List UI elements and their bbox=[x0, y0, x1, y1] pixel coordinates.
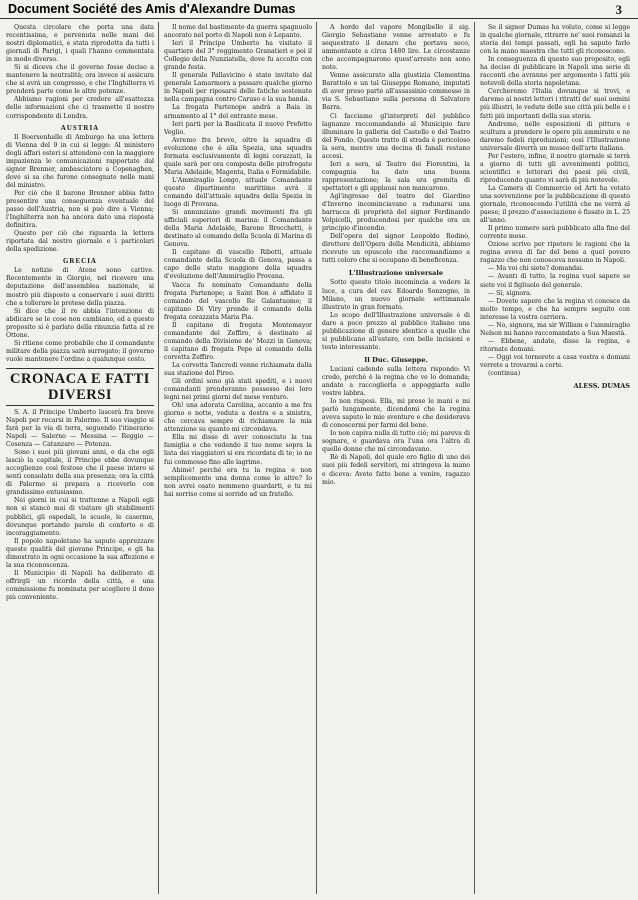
paragraph: Ci facciamo gl'interpreti del pubblico lagnanze raccomandando al Municipio fare illuminare la galleria del Castello e del Teatro del Fondo. Questo tratto di strada è pericoloso la sera, mentre una decina di fanali restano accesi. bbox=[322, 112, 470, 160]
column-rule bbox=[158, 22, 159, 894]
column-rule bbox=[474, 22, 475, 894]
paragraph: Nei giorni in cui si trattenne a Napoli egli non si stancò mai di visitare gli stabilimenti pubblici, gli ospedali, le scuole, le caserme, dovunque portando parole di conforto e di incoraggiamento. bbox=[6, 497, 154, 537]
paragraph: Si ritiene come probabile che il comandante militare della piazza sarà surrogato; il governo vuole mantenere l'ordine a qualunque costo. bbox=[6, 339, 154, 363]
archive-banner: Document Société des Amis d'Alexandre Dumas bbox=[8, 2, 296, 16]
paragraph: La corvetta Tancredi venne richiamata dalla sua stazione del Pireo. bbox=[164, 361, 312, 378]
paragraph: Si dice che il re abbia l'intenzione di abdicare se le cose non cambiano, ed a questo proposito si è parlato della rinunzia fatta al re Ottone. bbox=[6, 307, 154, 339]
paragraph: Agl'ingresso del teatro del Giardino d'Inverno incominciavano a radunarsi una barracca di proprietà del signor Ferdinando Volpicelli, producendosi per qualche ora un principio d'incendio. bbox=[322, 192, 470, 233]
page-header bbox=[0, 0, 638, 19]
paragraph: Il Municipio di Napoli ha deliberato di offrirgli un ricordo della città, e una commissione fu nominata per scegliere il dono più conveniente. bbox=[6, 569, 154, 601]
paragraph: Il popolo napoletano ha saputo apprezzare queste qualità del giovane Principe, e gli ha dimostrato in ogni occasione la sua affezione e la sua riconoscenza. bbox=[6, 537, 154, 569]
continued-note: (continua) bbox=[488, 370, 521, 378]
paragraph: Abbiamo ragioni per credere all'esattezza delle informazioni che ci trasmette il nostro corrispondente di Londra. bbox=[6, 96, 154, 120]
paragraph: Questa circolare che porta una data recentissima, e pervenuta nelle mani dei nostri diplomatici, e stata riprodotta da tutti i giornali di Parigi, i quali l'hanno commentata in modo diverso. bbox=[6, 24, 154, 64]
column-1 bbox=[6, 24, 154, 894]
paragraph: Si annunziano grandi movimenti fra gli ufficiali superiori di marina: il Comandante della Maria Adelaide, Barone Brocchetti, è destinato al comando della Scuola di Marina di Genova. bbox=[164, 209, 312, 249]
paragraph: Per ciò che il barone Brenner abbia fatto presentire una conseguenza eventuale del passo dell'Austria, non si può dire a Vienna; l'Inghilterra non ha ancora dato una risposta definitiva. bbox=[6, 189, 154, 230]
paragraph: Ahimè! perchè era tu la regina e non semplicemente una donna come le altre? Io non avrei osato nemmeno guardarti, e tu mi hai sorriso come si sorride ad un fratello. bbox=[164, 466, 312, 498]
paragraph: Ieri a sera, al Teatro dei Fiorentini, la compagnia ha dato una buona rappresentazione; la sala era gremita di spettatori e gli applausi non mancarono. bbox=[322, 160, 470, 192]
paragraph: Oziose scrivo per ripetere le ragioni che la regina aveva di far del bene a quel povero ragazzo che non conosceva nessuno in Napoli. bbox=[480, 241, 630, 265]
paragraph: Se il signor Dumas ha voluto, come si legge in qualche giornale, ritrarre ne' suoi romanzi la storia dei tempi passati, egli ha saputo farlo con la mano maestra che tutti gli riconoscono. bbox=[480, 24, 630, 56]
paragraph: — Dovete sapere che la regina vi conosce da molto tempo, e che ha sempre seguito con interesse la vostra carriera. bbox=[480, 297, 630, 321]
paragraph: Il primo numero sarà pubblicato alla fine del corrente mese. bbox=[480, 225, 630, 241]
column-4 bbox=[480, 24, 630, 894]
paragraph: Vacca fu nominato Comandante della fregata Partenope; a Saint Bon è affidato il comando del vascello Re Galantuomo; il capitano Di Viry prende il comando della fregata corazzata Maria Pia. bbox=[164, 281, 312, 321]
section-heading-illustrazione: L'Illustrazione universale bbox=[348, 269, 444, 278]
cronaca-heading: CRONACA E FATTI DIVERSI bbox=[6, 368, 154, 406]
paragraph: A bordo del vapore Mongibello il sig. Giorgio Sebastiano venne arrestato e fu sequestrato il denaro che portava seco, ammontante a circa 1480 lire. Le circostanze che accompagnarono quest'arresto non sono note. bbox=[322, 24, 470, 72]
paragraph: — Oggi voi tornerete a casa vostra e domani verrete a trovarmi a corte. bbox=[480, 353, 630, 369]
paragraph: Io non capiva nulla di tutto ciò; mi pareva di sognare, e guardava ora l'una ora l'altra di quelle donne che mi circondavano. bbox=[322, 430, 470, 454]
paragraph: Sotto questo titolo incomincia a vedere la luce, a cura del cav. Edoardo Sonzogno, in Milano, un nuovo giornale settimanale illustrato in gran formato. bbox=[322, 279, 470, 311]
paragraph: Dell'opera del signor Leopoldo Rodinò, direttore dell'Opera della Mendicità, abbiamo ricevuto un opuscolo che raccomandiamo a tutti coloro che si occupano di beneficenza. bbox=[322, 233, 470, 265]
paragraph: Ieri parti per la Basilicata il nuovo Prefetto Veglio. bbox=[164, 120, 312, 136]
section-heading-grecia: GRECIA bbox=[62, 257, 97, 266]
page-number: 3 bbox=[615, 2, 622, 17]
paragraph: Il capitano di fregata Montemayor comandante del Zeffiro, è destinato al comando della Divisione de' Mozzi in Genova; il capitano di fregata Pepe al comando della corvetta Zeffiro. bbox=[164, 321, 312, 361]
paragraph: Ella mi disse di aver conosciuto la tua famiglia e che vedendo il tuo nome sopra la lista dei viaggiatori si era ricordata di te; io ne fui commosso fino alle lagrime. bbox=[164, 434, 312, 466]
paragraph: Il nome del bastimento da guerra spagnuolo ancorato nel porto di Napoli non è Lepanto. bbox=[164, 24, 312, 40]
paragraph: Il Boersenhalle di Amburgo ha una lettera di Vienna del 9 in cui si legge: Al ministero degli affari esteri si attendono con la maggiore impazienza le comunicazioni rapportate dal signor Brenner, ambasciatore a Copenaghen, dove si sa che furono consegnate nelle mani del ministro. bbox=[6, 133, 154, 189]
paragraph: Si si diceva che il governo fosse deciso a mantenere la neutralità; ora invece si assicura che si avrà un congresso, e che l'Inghilterra vi prenderà parte come le altre potenze. bbox=[6, 64, 154, 96]
paragraph: Io non risposi. Ella, mi prese le mani e mi parlò lungamente, dicendomi che la regina aveva saputo le mie sventure e che desiderava di conoscermi per farmi del bene. bbox=[322, 398, 470, 430]
paragraph: La Camera di Commercio ed Arti ha votato una sovvenzione per la pubblicazione di questo giornale, riconoscendo l'utilità che ne verrà al paese; il prezzo d'associazione è fissato in L. 25 all'anno. bbox=[480, 184, 630, 225]
paragraph: L'Ammiraglio Longo, attuale Comandante questo dipartimento marittimo avrà il comando dell'attuale squadra della Spezia in luogo di Provana. bbox=[164, 176, 312, 209]
signature-line: Il Duc. Giuseppe. bbox=[364, 355, 428, 364]
column-2 bbox=[164, 24, 312, 894]
paragraph: Oh! una adorata Carolina, accanto a me fra giorno e notte, veduta a destra e a sinistra, che cercava sempre di richiamare la mia attenzione su quanto mi circondava. bbox=[164, 402, 312, 434]
paragraph: S. A. il Principe Umberto lascerà fra breve Napoli per recarsi in Palermo. Il suo viaggio si farà per la via di terra, seguendo l'itinerario: Napoli — Salerno — Messina — Reggio — Cosenza — Catanzaro — Potenza. bbox=[6, 408, 154, 449]
paragraph: Ieri il Principe Umberto ha visitato il quartiere del 3° reggimento Granatieri e poi il Collegio della Nunziatella, dove fu accolto con grande festa. bbox=[164, 40, 312, 72]
paragraph: Sono i suoi più giovani anni, e da che egli lasciò la capitale, il Principe ebbe dovunque accoglienze così festose che il paese intero si sentì consolato della sua presenza; ora la città di Palermo si prepara a riceverlo con grandissimo entusiasmo. bbox=[6, 449, 154, 497]
paragraph: In conseguenza di questo suo proposito, egli ha deciso di pubblicare in Napoli una serie di racconti che avranno per argomento i fatti più notevoli della storia napoletana. bbox=[480, 56, 630, 88]
paragraph: — Sì, signora. bbox=[488, 289, 532, 297]
author-signature: ALESS. DUMAS bbox=[573, 382, 630, 391]
paragraph: — Ebbene, andate, disse la regina, e ritornate domani. bbox=[480, 337, 630, 353]
paragraph: Lo scopo dell'Illustrazione universale è di dare a poco prezzo al pubblico italiano una pubblicazione di genere identico a quelle che si pubblicano all'estero, con belle incisioni e testo interessante. bbox=[322, 311, 470, 351]
section-heading-austria: AUSTRIA bbox=[60, 123, 100, 132]
paragraph: Le notizie di Atene sono cattive. Recentemente in Giorgio, nel ricevere una deputazione dell'assemblea nazionale, si mostrò più disposto a conservare i suoi diritti che a tollerare le pretese della piazza. bbox=[6, 267, 154, 307]
paragraph: La fregata Partenope andrà a Baia in armamento al 1° del entrante mese. bbox=[164, 104, 312, 120]
paragraph: Avremo fra breve, oltre la squadra di evoluzione che è alla Spezia, una squadra formata esclusivamente di legni corazzati, la quale sarà per ora composta delle pirofregate Maria Adelaide, Magenta, Italia e Formidabile. bbox=[164, 136, 312, 176]
paragraph: Il capitano di vascello Ribotti, attuale comandante della Scuola di Genova, passa a capo dello stato maggiore della squadra d'evoluzione dell'Ammiraglio Provana. bbox=[164, 249, 312, 281]
paragraph: Venne assicurato alla giustizia Clementina Barattolo e un tal Giuseppe Romano, imputati di aver preso parte all'assassinio commesso in via S. Sebastiano sulla persona di Salvatore Barra. bbox=[322, 72, 470, 112]
paragraph: Questo per ciò che riguarda la lettera riportata dal nostro giornale e i particolari della spedizione. bbox=[6, 230, 154, 254]
paragraph: Rè di Napoli, del quale ero figlio di uno dei suoi più fedeli servitori, mi stringeva la mano e diceva: Avete fatto bene a venire, ragazzo mio. bbox=[322, 454, 470, 486]
paragraph: Il generale Pallavicino è stato invitato dal generale Lamarmora a passare qualche giorno in Napoli per riposarsi delle fatiche sostenute nella campagna contro Caruso e la sua banda. bbox=[164, 72, 312, 104]
paragraph: Cercheremo l'Italia dovunque si trovi, e daremo ai nostri lettori i ritratti de' suoi uomini più illustri, le vedute delle sue città più belle e i fatti più importanti della sua storia. bbox=[480, 88, 630, 120]
paragraph: — No, signora, ma sir William e l'ammiraglio Nelson mi hanno raccomandato a Sua Maestà. bbox=[480, 321, 630, 337]
paragraph: — Ma voi chi siete? domandai. bbox=[488, 265, 584, 273]
paragraph: — Avanti di tutto, la regina vuol sapere se siete voi il figliuolo del generale. bbox=[480, 273, 630, 289]
paragraph: Andremo, nelle esposizioni di pittura e scultura a prendere le opere più ammirate e ne daremo fedeli riproduzioni; così l'Illustrazione universale diverrà un museo dell'arte italiana. bbox=[480, 120, 630, 152]
column-3 bbox=[322, 24, 470, 894]
paragraph: Gli ordini sono già stati spediti, e i nuovi comandanti prenderanno possesso dei loro legni nei primi giorni del mese venturo. bbox=[164, 378, 312, 402]
paragraph: Per l'estero, infine, il nostro giornale si terrà a giorno di tutti gli avvenimenti politici, scientifici e letterari dei paesi più civili, riproducendo quanto vi sarà di più notevole. bbox=[480, 152, 630, 184]
paragraph: Luciani cadendo sulla lettera rispondo: Vi credo, perchè è la regina che ve lo domanda; andate a raccoglierla e appoggiarla sulle vostre labbra. bbox=[322, 365, 470, 398]
column-rule bbox=[316, 22, 317, 894]
